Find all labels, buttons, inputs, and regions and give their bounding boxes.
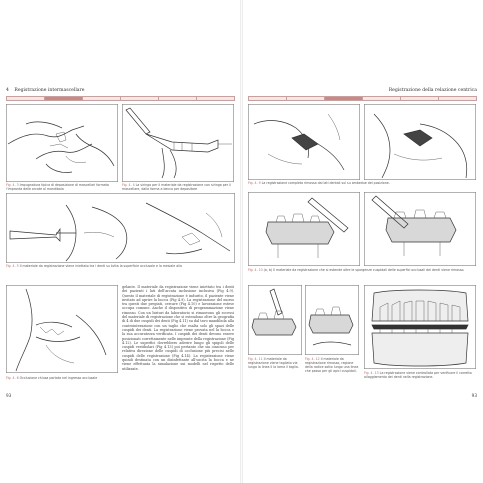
illustration-mouth-syringe <box>6 193 235 263</box>
figure-checked-registration <box>364 285 476 369</box>
caption-number: Fig. 4. 10 <box>248 268 263 272</box>
caption-text: La siringa per il materiale da registrazione con siringa per il mascellare, dalla forma a becco per depositare <box>122 183 231 191</box>
caption-text: Il materiale da registrazione viene tagliato via lungo la linea il la lama il taglio. <box>248 357 299 369</box>
illustration-hands-registration <box>248 104 360 180</box>
figure-registration-removed-a <box>248 104 360 180</box>
caption-fig-4-10 <box>248 268 477 272</box>
figure-closed-occlusion <box>6 285 118 373</box>
figure-excess-removed-b <box>364 192 476 266</box>
running-head-left <box>6 88 84 93</box>
caption-text: La registrazione viene controllata per verificare il corretto alloggiamento dei denti nella registrazione. <box>364 371 472 379</box>
chapter-tab-active <box>324 96 362 101</box>
chapter-tab <box>362 96 400 101</box>
illustration-model-trim <box>364 192 476 266</box>
figure-registration-removed-b <box>364 104 476 180</box>
chapter-tab <box>286 96 324 101</box>
chapter-tab-strip-right <box>248 96 477 101</box>
figure-mouth-injection <box>6 193 235 263</box>
caption-text: Impugnatura tipica di deposizione di mascellari formata l'impronta delle arcate al mandibola <box>6 183 109 191</box>
illustration-dentures <box>364 285 476 369</box>
caption-text: La registrazione completa rimossa dai lati dentali sul su ambedue del posizione. <box>261 181 390 185</box>
figure-trimmed-registration <box>305 285 359 355</box>
caption-number: Fig. 4. 12 <box>305 357 320 361</box>
caption-fig-4-13 <box>364 371 476 379</box>
caption-text: Il materiale da registrazione viene iniettato tra i denti su tutta la superficie occlusale e la mesiale alla <box>19 264 182 268</box>
chapter-tab <box>82 96 120 101</box>
illustration-syringe <box>122 104 234 182</box>
caption-fig-4-11 <box>248 357 302 369</box>
chapter-title: Registrazione intermascellare <box>14 88 85 93</box>
chapter-tab <box>158 96 196 101</box>
left-page <box>0 0 241 483</box>
illustration-hands <box>6 104 118 182</box>
running-head-right: Registrazione della relazione centrica <box>388 88 477 93</box>
chapter-tab <box>120 96 158 101</box>
caption-number: Fig. 4. 11 <box>248 357 263 361</box>
chapter-tab <box>6 96 44 101</box>
figure-syringe <box>122 104 234 182</box>
caption-text: Il materiale da registrazione rimosso, regione della radice sotto lungo una linea che passa per gli apici cuspidali. <box>305 357 359 373</box>
caption-fig-4-6 <box>6 376 118 380</box>
illustration-trimmed <box>305 285 359 355</box>
caption-number: Fig. 4. 9 <box>248 181 261 185</box>
caption-number: Fig. 4. 4 <box>122 183 135 187</box>
caption-number: Fig. 4. 3 <box>6 183 19 187</box>
chapter-tab <box>400 96 438 101</box>
figure-cutting-line <box>248 285 302 355</box>
figure-excess-removed-a <box>248 192 360 266</box>
chapter-number: 4 <box>6 88 9 93</box>
caption-number: Fig. 4. 5 <box>6 264 19 268</box>
chapter-tab <box>438 96 477 101</box>
caption-fig-4-5 <box>6 264 235 268</box>
right-page <box>242 0 483 483</box>
caption-text: (a, b) Il materiale da registrazione che si estende oltre le sporgenze cuspidali delle superfici occlusali dei denti viene rimosso. <box>263 268 465 272</box>
illustration-closed-mouth <box>6 285 118 373</box>
illustration-model-cutting <box>248 192 360 266</box>
page-number-left: 93 <box>6 393 12 398</box>
caption-fig-4-9 <box>248 181 477 185</box>
body-paragraph: gelante. Il materiale da registrazione viene iniettato tra i denti dei pazienti i lati dell'arcata inclusione inclusiva (Fig 4.9). Questo il materiale di registrazione è indurito, il paziente viene invitato ad aprire la bocca (Fig 4.9). La registrazione del morso tra questi due pregiati, cercare (Fig 4.10) e lavorazione estese occupa comune. Anche il dispositivo di programmazione viene rimosso. Con un bisturi da laboratorio si rimuovono gli eccessi del materiale di registrazione che si estendono oltre la geografia di 4 di due cuspidi dei denti (Fig 4.11) su dal tavo mandibola alla controinterazione con un taglio che esalta solo gli spazi delle cuspidi dei denti. La registrazione viene provata nel la bocca e la sua accuratezza verificata. I cuspidi dei denti devono essere posizionati correttamente nelle impronte della registrazione (Fig 4.12). Le superfici dovrebbero aderire lungo gli spigoli delle cuspidi vestibolari (Fig 4.13) poi pertanto che sia ciascuno per relativa direzione delle cuspidi di occlusione più precisi nelle cuspidi delle registrazione (Fig 4.14). La registrazione viene quindi destinata con un disinfettante all'uscita la bocca e ne viene effettuata la simulazione sui modelli nel rispetto delle utilizzate. <box>122 285 234 371</box>
chapter-tab-strip-left <box>6 96 235 101</box>
chapter-tab <box>248 96 286 101</box>
chapter-tab-active <box>44 96 82 101</box>
caption-fig-4-12 <box>305 357 359 373</box>
page-number-right: 93 <box>471 393 477 398</box>
caption-number: Fig. 4. 13 <box>364 371 379 375</box>
caption-text: Occlusione chiusa portata nel ingresso occlusale <box>19 376 98 380</box>
caption-fig-4-4 <box>122 183 234 191</box>
chapter-tab <box>196 96 235 101</box>
illustration-mouth-registration <box>364 104 476 180</box>
caption-number: Fig. 4. 6 <box>6 376 19 380</box>
caption-fig-4-3 <box>6 183 118 191</box>
figure-hands-injecting <box>6 104 118 182</box>
illustration-knife-cut <box>248 285 302 355</box>
